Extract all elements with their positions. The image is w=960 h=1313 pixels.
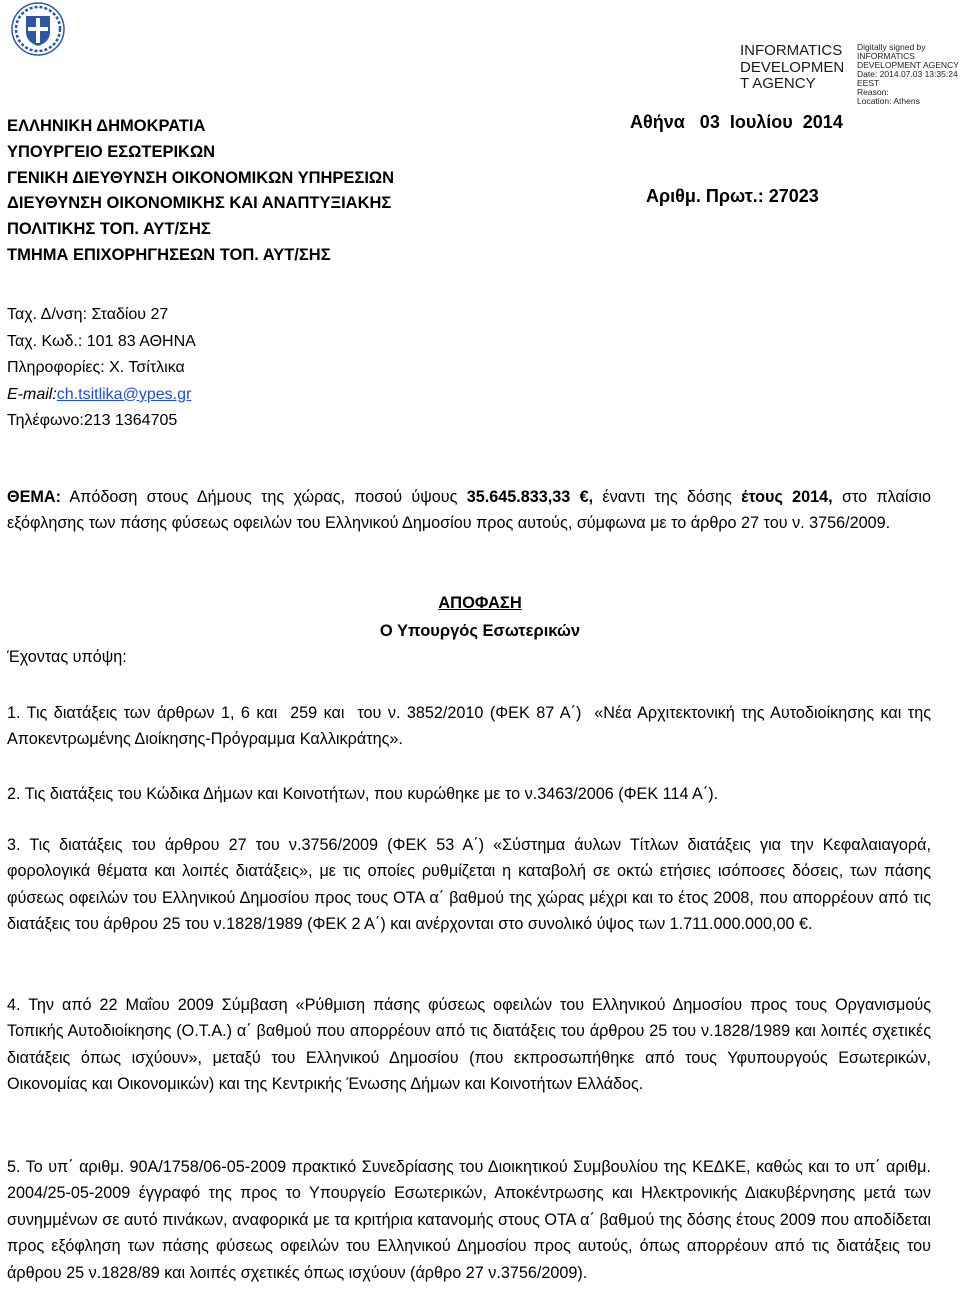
list-item: 4. Την από 22 Μαΐου 2009 Σύμβαση «Ρύθμιση πάσης φύσεως οφειλών του Ελληνικού Δημοσίου προς τους Οργανισμούς Τοπικής Αυτοδιοίκησης (Ο.Τ.Α.) α΄ βαθμού που απορρέουν από τις διατάξεις του άρθρου 25 του ν.1828/1989 και λοιπές σχετικές διατάξεις όπως ισχύουν», μεταξύ του Ελληνικού Δημοσίου (που εκπροσωπήθηκε από τους Υφυπουργούς Εσωτερικών, Οικονομίας και Οικονομικών) και της Κεντρικής Ένωσης Δήμων και Κοινοτήτων Ελλάδος. xyxy=(7,996,931,1094)
document-date: Αθήνα 03 Ιουλίου 2014 xyxy=(630,112,843,132)
signature-signer xyxy=(740,43,844,93)
signature-meta-line: Location: Athens xyxy=(857,96,920,106)
subject-text: έναντι της δόσης xyxy=(593,488,742,506)
contact-block xyxy=(7,302,196,435)
signer-line: DEVELOPMEN xyxy=(740,58,845,76)
org-line: ΥΠΟΥΡΓΕΙΟ ΕΣΩΤΕΡΙΚΩΝ xyxy=(7,142,216,161)
signature-meta-line: Date: 2014.07.03 13:35:24 xyxy=(857,69,958,79)
protocol-number: Αριθμ. Πρωτ.: 27023 xyxy=(646,186,819,206)
signature-meta-line: DEVELOPMENT AGENCY xyxy=(857,60,959,70)
email-link[interactable]: ch.tsitlika@ypes.gr xyxy=(56,385,192,403)
list-item: 3. Τις διατάξεις του άρθρου 27 του ν.3756/2009 (ΦΕΚ 53 Α΄) «Σύστημα άυλων Τίτλων διατάξεις για την Κεφαλαιαγορά, φορολογικά θέματα και λοιπές διατάξεις», με τις οποίες ρυθμίζεται η καταβολή σε οκτώ ετήσιες ισόποσες δόσεις, των πάσης φύσεως οφειλών του Ελληνικού Δημοσίου προς τους ΟΤΑ α΄ βαθμού της χώρας μέχρι και το έτος 2008, που απορρέουν από τις διατάξεις του άρθρου 25 του ν.1828/1989 (ΦΕΚ 2 Α΄) και ανέρχονται στο συνολικό ύψος των 1.711.000.000,00 €. xyxy=(7,836,931,934)
subject-text: Απόδοση στους Δήμους της χώρας, ποσού ύψους xyxy=(60,488,467,506)
subject-amount: 35.645.833,33 €, xyxy=(466,488,594,506)
signer-line: T AGENCY xyxy=(740,75,816,92)
org-line: ΕΛΛΗΝΙΚΗ ΔΗΜΟΚΡΑΤΙΑ xyxy=(7,117,206,135)
contact-phone: Τηλέφωνο:213 1364705 xyxy=(7,412,178,429)
org-line: ΓΕΝΙΚΗ ΔΙΕΥΘΥΝΣΗ ΟΙΚΟΝΟΜΙΚΩΝ ΥΠΗΡΕΣΙΩΝ xyxy=(7,168,395,187)
list-item: 1. Τις διατάξεις των άρθρων 1, 6 και 259 και του ν. 3852/2010 (ΦΕΚ 87 Α΄) «Νέα Αρχιτεκτονική της Αυτοδιοίκησης και της Αποκεντρωμένης Διοίκησης-Πρόγραμμα Καλλικράτης». xyxy=(7,704,935,749)
considering-label: Έχοντας υπόψη: xyxy=(7,648,127,666)
subject-label: ΘΕΜΑ: xyxy=(7,488,61,506)
email-label: E-mail: xyxy=(7,385,57,403)
contact-email-row xyxy=(7,382,196,409)
subject-text: στο πλαίσιο εξόφλησης των πάσης φύσεως οφειλών του Ελληνικού Δημοσίου προς αυτούς, σύμφωνα με το άρθρο 27 του ν. 3756/2009. xyxy=(7,488,932,533)
list-item: 2. Τις διατάξεις του Κώδικα Δήμων και Κοινοτήτων, που κυρώθηκε με το ν.3463/2006 (ΦΕΚ 114 Α΄). xyxy=(7,785,719,803)
org-line: ΤΜΗΜΑ ΕΠΙΧΟΡΗΓΗΣΕΩΝ ΤΟΠ. ΑΥΤ/ΣΗΣ xyxy=(7,245,331,264)
signature-meta-line: Digitally signed by xyxy=(857,42,926,52)
contact-address: Ταχ. Δ/νση: Σταδίου 27 xyxy=(7,306,169,323)
signer-line: INFORMATICS xyxy=(740,42,843,59)
signature-meta-line: EEST xyxy=(857,78,880,88)
contact-postal: Ταχ. Κωδ.: 101 83 ΑΘΗΝΑ xyxy=(7,332,196,350)
organization-header xyxy=(7,114,394,269)
state-seal-icon xyxy=(11,2,65,56)
subject-year: έτους 2014, xyxy=(741,488,833,506)
list-item: 5. Το υπ΄ αριθμ. 90Α/1758/06-05-2009 πρακτικό Συνεδρίασης του Διοικητικού Συμβουλίου της ΚΕΔΚΕ, καθώς και το υπ΄ αριθμ. 2004/25-05-2009 έγγραφό της προς το Υπουργείο Εσωτερικών, Αποκέντρωσης και Ηλεκτρονικής Διακυβέρνησης μετά των συνημμένων σε αυτό πινάκων, αναφορικά με τα κριτήρια κατανομής στους ΟΤΑ α΄ βαθμού της δόσης έτους 2009 που αποδίδεται προς εξόφληση των πάσης φύσεως οφειλών του Ελληνικού Δημοσίου προς αυτούς, όπως απορρέουν από τις διατάξεις του άρθρου 25 ν.1828/89 και λοιπές σχετικές όπως ισχύουν (άρθρο 27 ν.3756/2009). xyxy=(7,1158,931,1282)
signature-metadata xyxy=(857,43,959,106)
decision-title: ΑΠΟΦΑΣΗ xyxy=(438,594,522,612)
signature-meta-line: Reason: xyxy=(857,87,889,97)
org-line: ΠΟΛΙΤΙΚΗΣ ΤΟΠ. ΑΥΤ/ΣΗΣ xyxy=(7,220,211,239)
minister-title: Ο Υπουργός Εσωτερικών xyxy=(379,622,581,640)
org-line: ΔΙΕΥΘΥΝΣΗ ΟΙΚΟΝΟΜΙΚΗΣ ΚΑΙ ΑΝΑΠΤΥΞΙΑΚΗΣ xyxy=(7,194,392,213)
subject-paragraph xyxy=(7,484,931,537)
signature-meta-line: INFORMATICS xyxy=(857,51,915,61)
contact-info: Πληροφορίες: Χ. Τσίτλικα xyxy=(7,359,185,376)
